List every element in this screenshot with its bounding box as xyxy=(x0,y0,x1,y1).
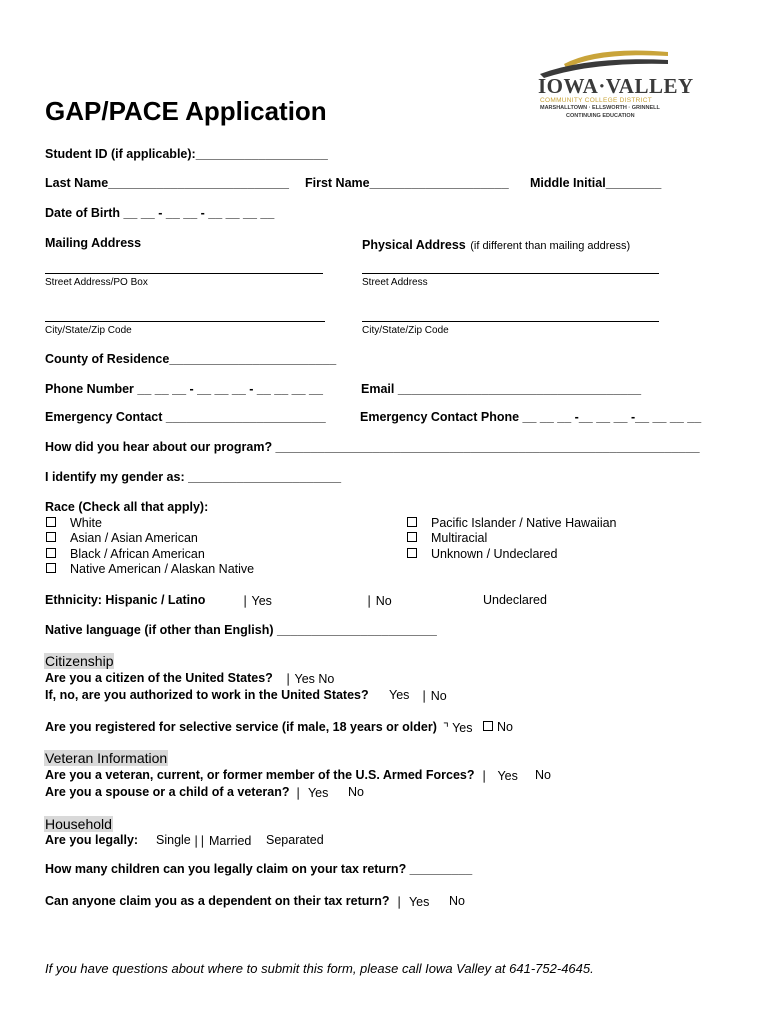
logo-line3: CONTINUING EDUCATION xyxy=(566,113,635,119)
veteran-spouse-no-option[interactable]: No xyxy=(348,785,364,799)
selective-service-question: Are you registered for selective service (if male, 18 years or older) xyxy=(45,720,437,734)
separated-option[interactable]: Separated xyxy=(266,833,324,847)
mailing-city-line[interactable] xyxy=(45,321,325,322)
emergency-contact-field[interactable]: Emergency Contact _______________________ xyxy=(45,410,326,424)
dependent-question: Can anyone claim you as a dependent on their tax return? xyxy=(45,894,390,908)
last-name-field[interactable]: Last Name__________________________ xyxy=(45,176,289,190)
veteran-spouse-question: Are you a spouse or a child of a veteran? xyxy=(45,785,290,799)
citizenship-heading: Citizenship xyxy=(45,653,114,669)
hear-about-field[interactable]: How did you hear about our program? _____________________________________________________________ xyxy=(45,440,700,454)
selective-service-yes-option[interactable]: ⌝ Yes xyxy=(443,721,473,735)
race-option-asian[interactable]: Asian / Asian American xyxy=(46,531,198,545)
street-po-box-caption: Street Address/PO Box xyxy=(45,277,148,288)
email-field[interactable]: Email ___________________________________ xyxy=(361,382,642,396)
race-option-unknown[interactable]: Unknown / Undeclared xyxy=(407,547,557,561)
mailing-street-line[interactable] xyxy=(45,273,323,274)
student-id-field[interactable]: Student ID (if applicable):___________________ xyxy=(45,147,328,161)
citizen-question: Are you a citizen of the United States? xyxy=(45,671,273,685)
work-auth-yes-option[interactable]: Yes xyxy=(389,688,410,702)
checkbox[interactable] xyxy=(46,532,56,542)
dependent-no-option[interactable]: No xyxy=(449,894,465,908)
mailing-address-label: Mailing Address xyxy=(45,236,142,250)
race-label: Race (Check all that apply): xyxy=(45,500,209,514)
work-authorization-question: If, no, are you authorized to work in the United States? xyxy=(45,688,369,702)
physical-address-label xyxy=(362,236,630,254)
native-language-field[interactable]: Native language (if other than English) _______________________ xyxy=(45,623,437,637)
veteran-spouse-yes-option[interactable]: ∣ Yes xyxy=(295,786,329,800)
checkbox[interactable] xyxy=(407,532,417,542)
checkbox[interactable] xyxy=(483,721,493,731)
single-option[interactable]: Single xyxy=(156,833,191,847)
veteran-question: Are you a veteran, current, or former member of the U.S. Armed Forces? xyxy=(45,768,475,782)
dependent-yes-option[interactable]: ∣ Yes xyxy=(396,895,430,909)
veteran-no-option[interactable]: No xyxy=(535,768,551,782)
checkbox[interactable] xyxy=(46,517,56,527)
citizen-options[interactable]: ∣ Yes No xyxy=(285,672,335,686)
legally-label: Are you legally: xyxy=(45,833,139,847)
page-title: GAP/PACE Application xyxy=(45,96,327,126)
ethnicity-undeclared-option[interactable]: Undeclared xyxy=(483,593,547,607)
date-of-birth-field[interactable]: Date of Birth __ __ - __ __ - __ __ __ __ xyxy=(45,206,275,220)
ethnicity-label: Ethnicity: Hispanic / Latino xyxy=(45,593,206,607)
logo-line1: COMMUNITY COLLEGE DISTRICT xyxy=(540,97,653,104)
physical-address-title: Physical Address xyxy=(362,238,466,252)
logo-name: IOWA·VALLEY xyxy=(538,74,694,98)
logo-line2: MARSHALLTOWN · ELLSWORTH · GRINNELL xyxy=(540,105,660,111)
veteran-heading: Veteran Information xyxy=(45,750,168,766)
physical-address-note: (if different than mailing address) xyxy=(470,240,631,252)
checkbox[interactable] xyxy=(407,548,417,558)
checkbox[interactable] xyxy=(46,548,56,558)
emergency-phone-field[interactable]: Emergency Contact Phone __ __ __ -__ __ __ -__ __ __ __ xyxy=(360,410,702,424)
checkbox[interactable] xyxy=(407,517,417,527)
ethnicity-no-option[interactable]: ∣ No xyxy=(366,594,392,608)
married-option[interactable]: ∣∣ Married xyxy=(193,834,252,848)
college-logo xyxy=(538,44,694,124)
physical-city-line[interactable] xyxy=(362,321,659,322)
county-field[interactable]: County of Residence________________________ xyxy=(45,352,337,366)
children-field[interactable]: How many children can you legally claim on your tax return? _________ xyxy=(45,862,473,876)
race-option-multiracial[interactable]: Multiracial xyxy=(407,531,487,545)
work-auth-no-option[interactable]: ∣ No xyxy=(421,689,447,703)
city-state-zip-caption-left: City/State/Zip Code xyxy=(45,325,132,336)
middle-initial-field[interactable]: Middle Initial________ xyxy=(530,176,662,190)
race-option-native-american[interactable]: Native American / Alaskan Native xyxy=(46,562,254,576)
race-option-black[interactable]: Black / African American xyxy=(46,547,205,561)
veteran-yes-option[interactable]: ∣ Yes xyxy=(481,769,518,783)
physical-street-line[interactable] xyxy=(362,273,659,274)
race-option-pacific-islander[interactable]: Pacific Islander / Native Hawaiian xyxy=(407,516,617,530)
selective-service-no-option[interactable]: No xyxy=(483,720,513,734)
footer-note: If you have questions about where to submit this form, please call Iowa Valley at 641-752-4645. xyxy=(45,961,594,976)
household-heading: Household xyxy=(45,816,112,832)
first-name-field[interactable]: First Name____________________ xyxy=(305,176,509,190)
ethnicity-yes-option[interactable]: ∣ Yes xyxy=(242,594,272,608)
checkbox[interactable] xyxy=(46,563,56,573)
street-address-caption: Street Address xyxy=(362,277,428,288)
city-state-zip-caption-right: City/State/Zip Code xyxy=(362,325,449,336)
phone-field[interactable]: Phone Number __ __ __ - __ __ __ - __ __ __ __ xyxy=(45,382,323,396)
gender-field[interactable]: I identify my gender as: ______________________ xyxy=(45,470,342,484)
race-option-white[interactable]: White xyxy=(46,516,102,530)
